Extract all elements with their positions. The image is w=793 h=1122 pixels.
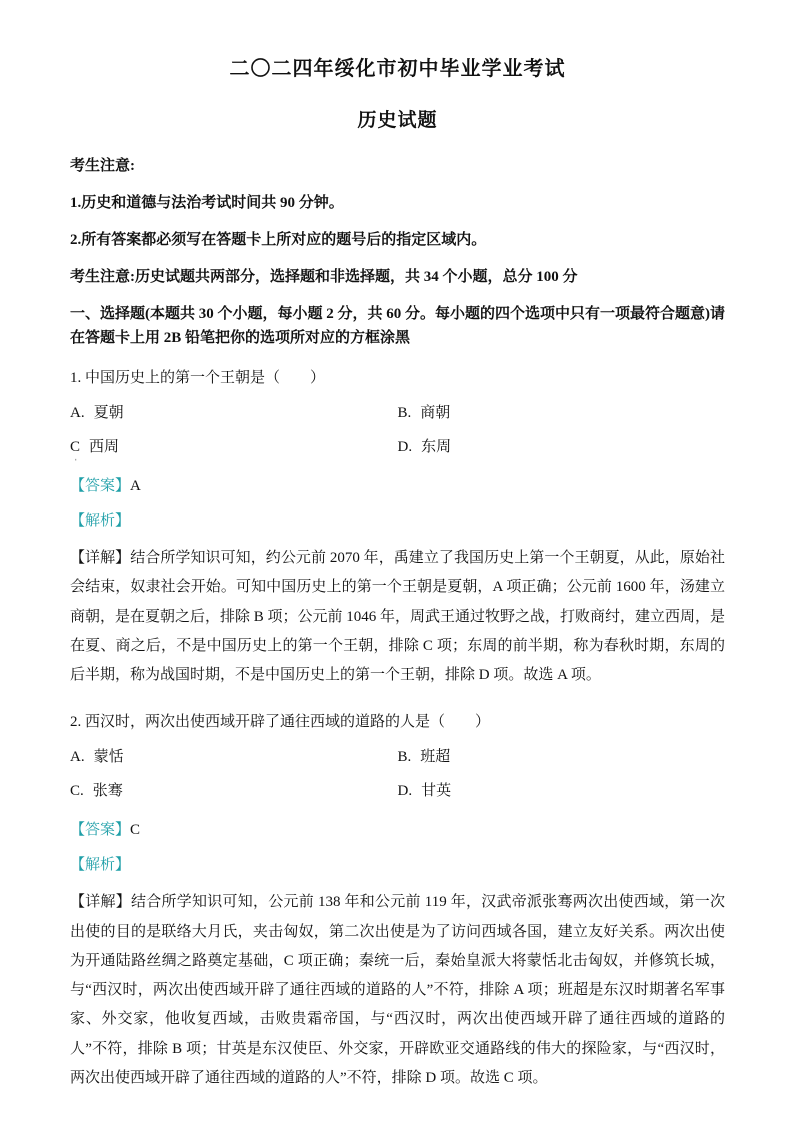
- exam-title: 二〇二四年绥化市初中毕业学业考试: [229, 58, 566, 80]
- question-1: [70, 366, 725, 690]
- exam-subtitle: 历史试题: [357, 110, 438, 131]
- question-2-detail: [70, 888, 725, 1093]
- question-1-options: [70, 402, 725, 469]
- analysis-label: 【解析】: [70, 513, 131, 529]
- notice-item-1: 1.历史和道德与法治考试时间共 90 分钟。: [70, 195, 344, 211]
- detail-label: 【详解】: [70, 894, 132, 911]
- option-text: 蒙恬: [93, 749, 124, 766]
- question-1-stem: 1. 中国历史上的第一个王朝是（ ）: [70, 370, 326, 386]
- notice-item-2: 2.所有答案都必须写在答题卡上所对应的题号后的指定区域内。: [70, 232, 487, 248]
- detail-text: 结合所学知识可知，公元前 138 年和公元前 119 年，汉武帝派张骞两次出使西域，第一次出使的目的是联络大月氏，夹击匈奴，第二次出使是为了访问西域各国，建立友好关系。两次出使为开通陆路丝绸之路奠定基础，C 项正确；秦统一后，秦始皇派大将蒙恬北击匈奴，并修筑长城，与“西汉时，两次出使西域开辟了通往西域的道路的人”不符，排除 A 项；班超是东汉时期著名军事家、外交家，他收复西域，击败贵霜帝国，与“西汉时，两次出使西域开辟了通往西域的道路的人”不符，排除 B 项；甘英是东汉使臣、外交家，开辟欧亚交通路线的伟大的探险家，与“西汉时，两次出使西域开辟了通往西域的道路的人”不符，排除 D 项。故选 C 项。: [70, 894, 725, 1086]
- question-2-answer-line: [70, 818, 725, 842]
- notice-attention: 考生注意:: [70, 158, 135, 174]
- exam-notices: [70, 154, 725, 350]
- question-1-answer-line: [70, 474, 725, 498]
- option-label: C: [70, 438, 81, 455]
- detail-text: 结合所学知识可知，约公元前 2070 年，禹建立了我国历史上第一个王朝夏，从此，原始社会结束，奴隶社会开始。可知中国历史上的第一个王朝是夏朝，A 项正确；公元前 1600 年，汤建立商朝，是在夏朝之后，排除 B 项；公元前 1046 年，周武王通过牧野之战，打败商纣，建立西周，是在夏、商之后，不是中国历史上的第一个王朝，排除 C 项；东周的前半期，称为春秋时期，东周的后半期，称为战国时期，不是中国历史上的第一个王朝，排除 D 项。故选 A 项。: [70, 550, 726, 683]
- option-label: C.: [70, 782, 84, 799]
- question-1-option-b: [398, 402, 726, 425]
- option-text: 张骞: [92, 782, 123, 799]
- question-2-stem: 2. 西汉时，两次出使西域开辟了通往西域的道路的人是（ ）: [70, 714, 491, 731]
- option-text: 夏朝: [93, 405, 124, 421]
- question-2: [70, 710, 725, 1093]
- question-2-option-d: [398, 780, 726, 803]
- question-1-option-a: [70, 402, 398, 425]
- question-1-option-d: [398, 436, 726, 459]
- question-2-option-c: [70, 780, 398, 803]
- option-text: 班超: [420, 749, 451, 766]
- option-label: A.: [70, 749, 85, 766]
- question-2-options: [70, 746, 725, 802]
- option-text: 西周: [89, 438, 120, 455]
- answer-value: A: [130, 478, 141, 494]
- question-2-analysis-line: [70, 853, 725, 877]
- option-label: B.: [397, 405, 412, 421]
- option-text: 东周: [421, 438, 452, 455]
- option-label: D.: [397, 438, 413, 455]
- question-1-detail: [70, 544, 725, 690]
- option-label: A.: [70, 405, 85, 421]
- section-heading-choice: 一、选择题(本题共 30 个小题，每小题 2 分，共 60 分。每小题的四个选项中只有一项最符合题意)请在答题卡上用 2B 铅笔把你的选项所对应的方框涂黑: [70, 306, 725, 346]
- notice-attention-2: 考生注意:历史试题共两部分，选择题和非选择题，共 34 个小题，总分 100 分: [70, 269, 578, 285]
- answer-label: 【答案】: [70, 478, 131, 494]
- question-1-analysis-line: [70, 509, 725, 533]
- question-1-option-c: [70, 436, 398, 469]
- answer-value: C: [130, 822, 141, 839]
- stray-mark: ˈ: [74, 456, 78, 469]
- detail-label: 【详解】: [70, 550, 131, 566]
- option-label: B.: [397, 749, 412, 766]
- answer-label: 【答案】: [70, 822, 131, 839]
- option-text: 甘英: [421, 782, 452, 799]
- option-text: 商朝: [420, 405, 451, 421]
- question-2-option-b: [398, 746, 726, 769]
- option-label: D.: [397, 782, 413, 799]
- analysis-label: 【解析】: [70, 857, 131, 874]
- question-2-option-a: [70, 746, 398, 769]
